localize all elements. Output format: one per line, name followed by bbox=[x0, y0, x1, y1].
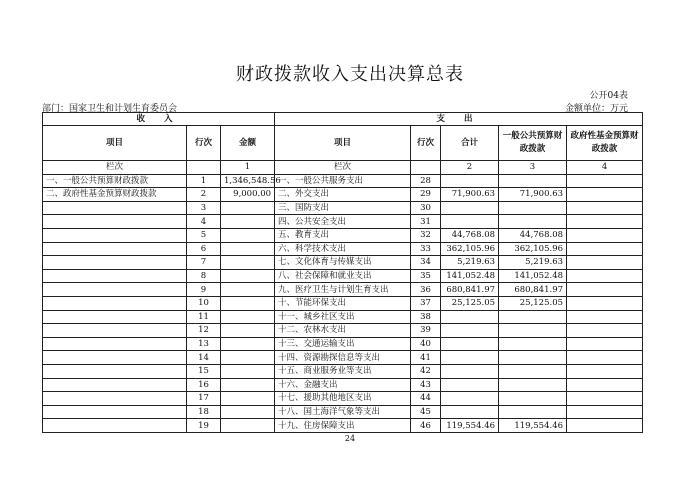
expense-item-cell: 十八、国土海洋气象等支出 bbox=[275, 405, 411, 419]
general-budget-cell: 25,125.05 bbox=[499, 296, 567, 310]
general-budget-cell bbox=[499, 378, 567, 392]
expense-row-no-cell: 40 bbox=[411, 337, 441, 351]
general-budget-cell: 141,052.48 bbox=[499, 269, 567, 283]
expense-row-no-cell: 35 bbox=[411, 269, 441, 283]
income-amount-cell bbox=[221, 256, 275, 270]
table-row bbox=[43, 351, 643, 365]
income-amount-cell bbox=[221, 310, 275, 324]
income-amount-cell bbox=[221, 378, 275, 392]
column-header-row bbox=[43, 126, 643, 161]
expense-row-no-cell: 37 bbox=[411, 296, 441, 310]
income-amount-cell bbox=[221, 392, 275, 406]
table-row bbox=[43, 242, 643, 256]
table-row bbox=[43, 228, 643, 242]
total-cell: 25,125.05 bbox=[441, 296, 499, 310]
income-item-cell bbox=[43, 283, 187, 297]
expense-row-no-cell: 32 bbox=[411, 228, 441, 242]
table-row bbox=[43, 324, 643, 338]
income-item-cell bbox=[43, 215, 187, 229]
general-budget-cell bbox=[499, 364, 567, 378]
expense-item-cell: 十一、城乡社区支出 bbox=[275, 310, 411, 324]
general-budget-cell: 362,105.96 bbox=[499, 242, 567, 256]
income-item-cell: 一、一般公共预算财政拨款 bbox=[43, 174, 187, 188]
income-row-no-cell: 5 bbox=[187, 228, 221, 242]
income-column-label: 栏次 bbox=[43, 161, 187, 175]
column-number-4: 4 bbox=[567, 161, 643, 175]
table-row bbox=[43, 174, 643, 188]
fund-budget-cell bbox=[567, 228, 643, 242]
total-cell bbox=[441, 174, 499, 188]
income-amount-cell bbox=[221, 405, 275, 419]
table-row bbox=[43, 256, 643, 270]
income-row-no-cell: 11 bbox=[187, 310, 221, 324]
income-column-number: 1 bbox=[221, 161, 275, 175]
income-amount-cell: 1,346,548.56 bbox=[221, 174, 275, 188]
total-cell: 119,554.46 bbox=[441, 419, 499, 433]
table-row bbox=[43, 215, 643, 229]
income-row-no-cell: 18 bbox=[187, 405, 221, 419]
general-budget-cell bbox=[499, 392, 567, 406]
income-row-no-cell: 4 bbox=[187, 215, 221, 229]
expense-item-cell: 二、外交支出 bbox=[275, 188, 411, 202]
income-row-no-cell: 10 bbox=[187, 296, 221, 310]
total-cell bbox=[441, 324, 499, 338]
form-code: 公开04表 bbox=[589, 91, 628, 101]
expense-row-no-cell: 41 bbox=[411, 351, 441, 365]
income-row-no-cell: 9 bbox=[187, 283, 221, 297]
total-cell: 680,841.97 bbox=[441, 283, 499, 297]
income-item-cell bbox=[43, 228, 187, 242]
total-cell bbox=[441, 215, 499, 229]
expense-row-no-cell: 28 bbox=[411, 174, 441, 188]
general-budget-cell bbox=[499, 310, 567, 324]
income-amount-header: 金额 bbox=[221, 126, 275, 161]
total-cell bbox=[441, 337, 499, 351]
expense-row-no-header: 行次 bbox=[411, 126, 441, 161]
income-amount-cell: 9,000.00 bbox=[221, 188, 275, 202]
income-item-header: 项目 bbox=[43, 126, 187, 161]
total-cell bbox=[441, 378, 499, 392]
fund-budget-header: 政府性基金预算财政拨款 bbox=[567, 126, 643, 161]
income-row-no-cell: 2 bbox=[187, 188, 221, 202]
expense-item-cell: 八、社会保障和就业支出 bbox=[275, 269, 411, 283]
fund-budget-cell bbox=[567, 392, 643, 406]
table-row bbox=[43, 392, 643, 406]
general-budget-cell: 5,219.63 bbox=[499, 256, 567, 270]
expense-row-no-cell: 34 bbox=[411, 256, 441, 270]
expense-item-cell: 三、国防支出 bbox=[275, 201, 411, 215]
expense-item-cell: 六、科学技术支出 bbox=[275, 242, 411, 256]
income-section-header: 收 入 bbox=[43, 113, 275, 126]
income-amount-cell bbox=[221, 228, 275, 242]
expense-item-cell: 十七、援助其他地区支出 bbox=[275, 392, 411, 406]
income-row-no-cell: 6 bbox=[187, 242, 221, 256]
expense-item-cell: 一、一般公共服务支出 bbox=[275, 174, 411, 188]
income-row-no-cell: 17 bbox=[187, 392, 221, 406]
column-number-row bbox=[43, 161, 643, 175]
expense-item-cell: 十三、交通运输支出 bbox=[275, 337, 411, 351]
total-cell bbox=[441, 364, 499, 378]
fund-budget-cell bbox=[567, 296, 643, 310]
fund-budget-cell bbox=[567, 174, 643, 188]
income-item-cell bbox=[43, 324, 187, 338]
income-amount-cell bbox=[221, 215, 275, 229]
fund-budget-cell bbox=[567, 269, 643, 283]
fund-budget-cell bbox=[567, 310, 643, 324]
expense-item-cell: 十五、商业服务业等支出 bbox=[275, 364, 411, 378]
column-number-3: 3 bbox=[499, 161, 567, 175]
fund-budget-cell bbox=[567, 242, 643, 256]
expense-item-cell: 十、节能环保支出 bbox=[275, 296, 411, 310]
expense-row-no-cell: 46 bbox=[411, 419, 441, 433]
table-row bbox=[43, 378, 643, 392]
expense-item-cell: 七、文化体育与传媒支出 bbox=[275, 256, 411, 270]
income-item-cell: 二、政府性基金预算财政拨款 bbox=[43, 188, 187, 202]
expense-item-cell: 十六、金融支出 bbox=[275, 378, 411, 392]
expense-column-label: 栏次 bbox=[275, 161, 411, 175]
column-number-2: 2 bbox=[441, 161, 499, 175]
total-cell: 5,219.63 bbox=[441, 256, 499, 270]
income-row-no-cell: 7 bbox=[187, 256, 221, 270]
fund-budget-cell bbox=[567, 337, 643, 351]
income-item-cell bbox=[43, 310, 187, 324]
fund-budget-cell bbox=[567, 256, 643, 270]
general-budget-cell bbox=[499, 351, 567, 365]
section-header-row bbox=[43, 113, 643, 126]
income-item-cell bbox=[43, 201, 187, 215]
income-item-cell bbox=[43, 364, 187, 378]
fund-budget-cell bbox=[567, 351, 643, 365]
income-amount-cell bbox=[221, 364, 275, 378]
general-budget-cell bbox=[499, 215, 567, 229]
expense-row-no-cell: 44 bbox=[411, 392, 441, 406]
total-cell: 44,768.08 bbox=[441, 228, 499, 242]
income-row-no-cell: 14 bbox=[187, 351, 221, 365]
fund-budget-cell bbox=[567, 283, 643, 297]
total-cell bbox=[441, 310, 499, 324]
income-row-no-cell: 12 bbox=[187, 324, 221, 338]
general-budget-cell bbox=[499, 337, 567, 351]
report-title: 财政拨款收入支出决算总表 bbox=[236, 64, 464, 85]
total-cell: 362,105.96 bbox=[441, 242, 499, 256]
income-row-no-cell: 1 bbox=[187, 174, 221, 188]
expense-row-no-cell: 43 bbox=[411, 378, 441, 392]
general-budget-cell bbox=[499, 324, 567, 338]
table-row bbox=[43, 310, 643, 324]
income-column-blank bbox=[187, 161, 221, 175]
table-row bbox=[43, 337, 643, 351]
fund-budget-cell bbox=[567, 378, 643, 392]
expense-row-no-cell: 36 bbox=[411, 283, 441, 297]
expense-row-no-cell: 33 bbox=[411, 242, 441, 256]
expense-item-cell: 九、医疗卫生与计划生育支出 bbox=[275, 283, 411, 297]
general-budget-cell: 119,554.46 bbox=[499, 419, 567, 433]
total-cell bbox=[441, 392, 499, 406]
table-row bbox=[43, 188, 643, 202]
income-item-cell bbox=[43, 392, 187, 406]
table-row bbox=[43, 269, 643, 283]
income-item-cell bbox=[43, 269, 187, 283]
income-row-no-header: 行次 bbox=[187, 126, 221, 161]
total-cell bbox=[441, 405, 499, 419]
expense-item-cell: 五、教育支出 bbox=[275, 228, 411, 242]
table-row bbox=[43, 405, 643, 419]
income-row-no-cell: 8 bbox=[187, 269, 221, 283]
expense-section-header: 支 出 bbox=[275, 113, 643, 126]
general-budget-cell bbox=[499, 201, 567, 215]
fiscal-summary-table bbox=[42, 112, 643, 433]
income-amount-cell bbox=[221, 351, 275, 365]
table-row bbox=[43, 419, 643, 433]
income-amount-cell bbox=[221, 283, 275, 297]
expense-row-no-cell: 45 bbox=[411, 405, 441, 419]
income-row-no-cell: 13 bbox=[187, 337, 221, 351]
income-item-cell bbox=[43, 296, 187, 310]
income-amount-cell bbox=[221, 242, 275, 256]
expense-row-no-cell: 29 bbox=[411, 188, 441, 202]
expense-row-no-cell: 30 bbox=[411, 201, 441, 215]
income-item-cell bbox=[43, 256, 187, 270]
income-amount-cell bbox=[221, 337, 275, 351]
expense-row-no-cell: 42 bbox=[411, 364, 441, 378]
total-header: 合计 bbox=[441, 126, 499, 161]
expense-column-blank bbox=[411, 161, 441, 175]
general-budget-cell: 680,841.97 bbox=[499, 283, 567, 297]
income-item-cell bbox=[43, 405, 187, 419]
general-budget-cell: 44,768.08 bbox=[499, 228, 567, 242]
expense-row-no-cell: 39 bbox=[411, 324, 441, 338]
total-cell bbox=[441, 351, 499, 365]
income-amount-cell bbox=[221, 269, 275, 283]
income-amount-cell bbox=[221, 201, 275, 215]
expense-item-cell: 十九、住房保障支出 bbox=[275, 419, 411, 433]
expense-row-no-cell: 31 bbox=[411, 215, 441, 229]
income-item-cell bbox=[43, 337, 187, 351]
income-row-no-cell: 16 bbox=[187, 378, 221, 392]
table-row bbox=[43, 364, 643, 378]
expense-item-cell: 十四、资源勘探信息等支出 bbox=[275, 351, 411, 365]
general-budget-cell bbox=[499, 174, 567, 188]
income-row-no-cell: 3 bbox=[187, 201, 221, 215]
income-row-no-cell: 19 bbox=[187, 419, 221, 433]
total-cell bbox=[441, 201, 499, 215]
fund-budget-cell bbox=[567, 364, 643, 378]
total-cell: 141,052.48 bbox=[441, 269, 499, 283]
income-item-cell bbox=[43, 351, 187, 365]
table-row bbox=[43, 283, 643, 297]
expense-row-no-cell: 38 bbox=[411, 310, 441, 324]
department-label: 部门：国家卫生和计划生育委员会 bbox=[42, 104, 178, 114]
unit-label: 金额单位：万元 bbox=[564, 104, 628, 114]
total-cell: 71,900.63 bbox=[441, 188, 499, 202]
fund-budget-cell bbox=[567, 215, 643, 229]
fund-budget-cell bbox=[567, 419, 643, 433]
table-row bbox=[43, 201, 643, 215]
income-amount-cell bbox=[221, 296, 275, 310]
general-budget-cell: 71,900.63 bbox=[499, 188, 567, 202]
general-budget-header: 一般公共预算财政拨款 bbox=[499, 126, 567, 161]
income-item-cell bbox=[43, 378, 187, 392]
income-item-cell bbox=[43, 242, 187, 256]
general-budget-cell bbox=[499, 405, 567, 419]
fund-budget-cell bbox=[567, 324, 643, 338]
income-amount-cell bbox=[221, 419, 275, 433]
page-number: 24 bbox=[344, 434, 356, 443]
expense-item-header: 项目 bbox=[275, 126, 411, 161]
expense-item-cell: 十二、农林水支出 bbox=[275, 324, 411, 338]
income-row-no-cell: 15 bbox=[187, 364, 221, 378]
fund-budget-cell bbox=[567, 188, 643, 202]
table-row bbox=[43, 296, 643, 310]
expense-item-cell: 四、公共安全支出 bbox=[275, 215, 411, 229]
fund-budget-cell bbox=[567, 405, 643, 419]
income-item-cell bbox=[43, 419, 187, 433]
income-amount-cell bbox=[221, 324, 275, 338]
fund-budget-cell bbox=[567, 201, 643, 215]
